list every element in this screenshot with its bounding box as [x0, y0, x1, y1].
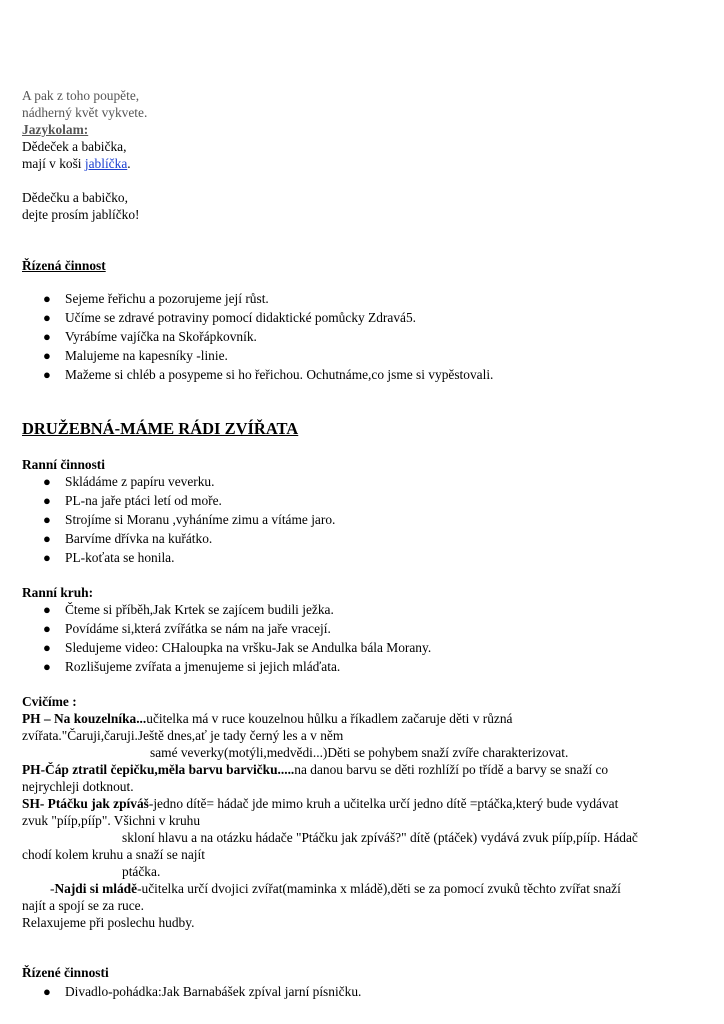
list-item: Skládáme z papíru veverku.	[65, 474, 215, 489]
poem-line: A pak z toho poupěte,	[22, 88, 140, 103]
list-item: Sledujeme video: CHaloupka na vršku-Jak se Andulka bála Morany.	[65, 640, 432, 655]
game-title: PH-Čáp ztratil čepičku,měla barvu barvičku.....	[22, 762, 295, 777]
bullet-icon: ●	[43, 493, 51, 508]
exercise-line: ptáčka.	[122, 864, 161, 879]
tongue-twister-line: Dědečku a babičko,	[22, 190, 128, 205]
exercise-line: najít a spojí se za ruce.	[22, 898, 144, 913]
game-title: PH – Na kouzelníka...	[22, 711, 147, 726]
exercise-line: skloní hlavu a na otázku hádače "Ptáčku jak zpíváš?" dítě (ptáček) vydává zvuk pííp,pííp. Hádač	[122, 830, 638, 845]
section-title: DRUŽEBNÁ-MÁME RÁDI ZVÍŘATA	[22, 419, 299, 438]
tongue-twister-line	[22, 156, 131, 172]
bullet-icon: ●	[43, 512, 51, 527]
exercise-line: zvuk "pííp,pííp". Všichni v kruhu	[22, 813, 201, 828]
bullet-icon: ●	[43, 659, 51, 674]
bullet-icon: ●	[43, 621, 51, 636]
guided-activities-heading: Řízené činnosti	[22, 965, 109, 980]
game-description: na danou barvu se děti rozhlíží po třídě a barvy se snaží co	[294, 762, 609, 777]
guided-activity-heading: Řízená činnost	[22, 258, 106, 273]
bullet-icon: ●	[43, 329, 51, 344]
game-description: učitelka má v ruce kouzelnou hůlku a říkadlem začaruje děti v různá	[146, 711, 513, 726]
bullet-icon: ●	[43, 291, 51, 306]
exercise-line: Relaxujeme při poslechu hudby.	[22, 915, 195, 930]
exercise-heading: Cvičíme :	[22, 694, 77, 709]
list-item: Sejeme řeřichu a pozorujeme její růst.	[65, 291, 269, 306]
game-title: Najdi si mládě	[54, 881, 138, 896]
list-item: Rozlišujeme zvířata a jmenujeme si jejich mláďata.	[65, 659, 341, 674]
list-item: PL-koťata se honila.	[65, 550, 175, 565]
bullet-icon: ●	[43, 310, 51, 325]
text-fragment: .	[127, 156, 131, 171]
list-item: Strojíme si Moranu ,vyháníme zimu a vítáme jaro.	[65, 512, 336, 527]
tongue-twister-heading: Jazykolam:	[22, 122, 89, 137]
bullet-icon: ●	[43, 348, 51, 363]
bullet-icon: ●	[43, 367, 51, 382]
list-item: PL-na jaře ptáci letí od moře.	[65, 493, 222, 508]
list-item: Učíme se zdravé potraviny pomocí didaktické pomůcky Zdravá5.	[65, 310, 417, 325]
bullet-icon: ●	[43, 474, 51, 489]
tongue-twister-line: Dědeček a babička,	[22, 139, 127, 154]
list-item: Divadlo-pohádka:Jak Barnabášek zpíval jarní písničku.	[65, 984, 362, 999]
text-fragment: mají v koši	[22, 156, 85, 171]
text-fragment: -	[50, 881, 55, 896]
exercise-line: zvířata."Čaruji,čaruji.Ještě dnes,ať je tady černý les a v něm	[22, 728, 344, 743]
morning-circle-heading: Ranní kruh:	[22, 585, 94, 600]
list-item: Vyrábíme vajíčka na Skořápkovník.	[65, 329, 257, 344]
exercise-line: chodí kolem kruhu a snaží se najít	[22, 847, 205, 862]
bullet-icon: ●	[43, 984, 51, 999]
bullet-icon: ●	[43, 640, 51, 655]
exercise-line	[50, 881, 621, 897]
bullet-icon: ●	[43, 550, 51, 565]
bullet-icon: ●	[43, 531, 51, 546]
poem-line: nádherný květ vykvete.	[22, 105, 148, 120]
list-item: Povídáme si,která zvířátka se nám na jaře vracejí.	[65, 621, 331, 636]
apples-link[interactable]: jablíčka	[84, 156, 128, 171]
list-item: Malujeme na kapesníky -linie.	[65, 348, 228, 363]
morning-activities-heading: Ranní činnosti	[22, 457, 105, 472]
exercise-line	[22, 796, 618, 812]
exercise-line: nejrychleji dotknout.	[22, 779, 134, 794]
game-description: -jedno dítě= hádač jde mimo kruh a učitelka určí jedno dítě =ptáčka,který bude vydávat	[148, 796, 619, 811]
list-item: Barvíme dřívka na kuřátko.	[65, 531, 213, 546]
exercise-line	[22, 762, 608, 778]
exercise-line: samé veverky(motýli,medvědi...)Děti se pohybem snaží zvíře charakterizovat.	[150, 745, 569, 760]
exercise-line	[22, 711, 512, 727]
game-description: -učitelka určí dvojici zvířat(maminka x mládě),děti se za pomocí zvuků těchto zvířat snaží	[137, 881, 621, 896]
list-item: Čteme si příběh,Jak Krtek se zajícem budili ježka.	[65, 602, 334, 617]
game-title: SH- Ptáčku jak zpíváš	[22, 796, 149, 811]
tongue-twister-line: dejte prosím jablíčko!	[22, 207, 140, 222]
list-item: Mažeme si chléb a posypeme si ho řeřichou. Ochutnáme,co jsme si vypěstovali.	[65, 367, 494, 382]
bullet-icon: ●	[43, 602, 51, 617]
